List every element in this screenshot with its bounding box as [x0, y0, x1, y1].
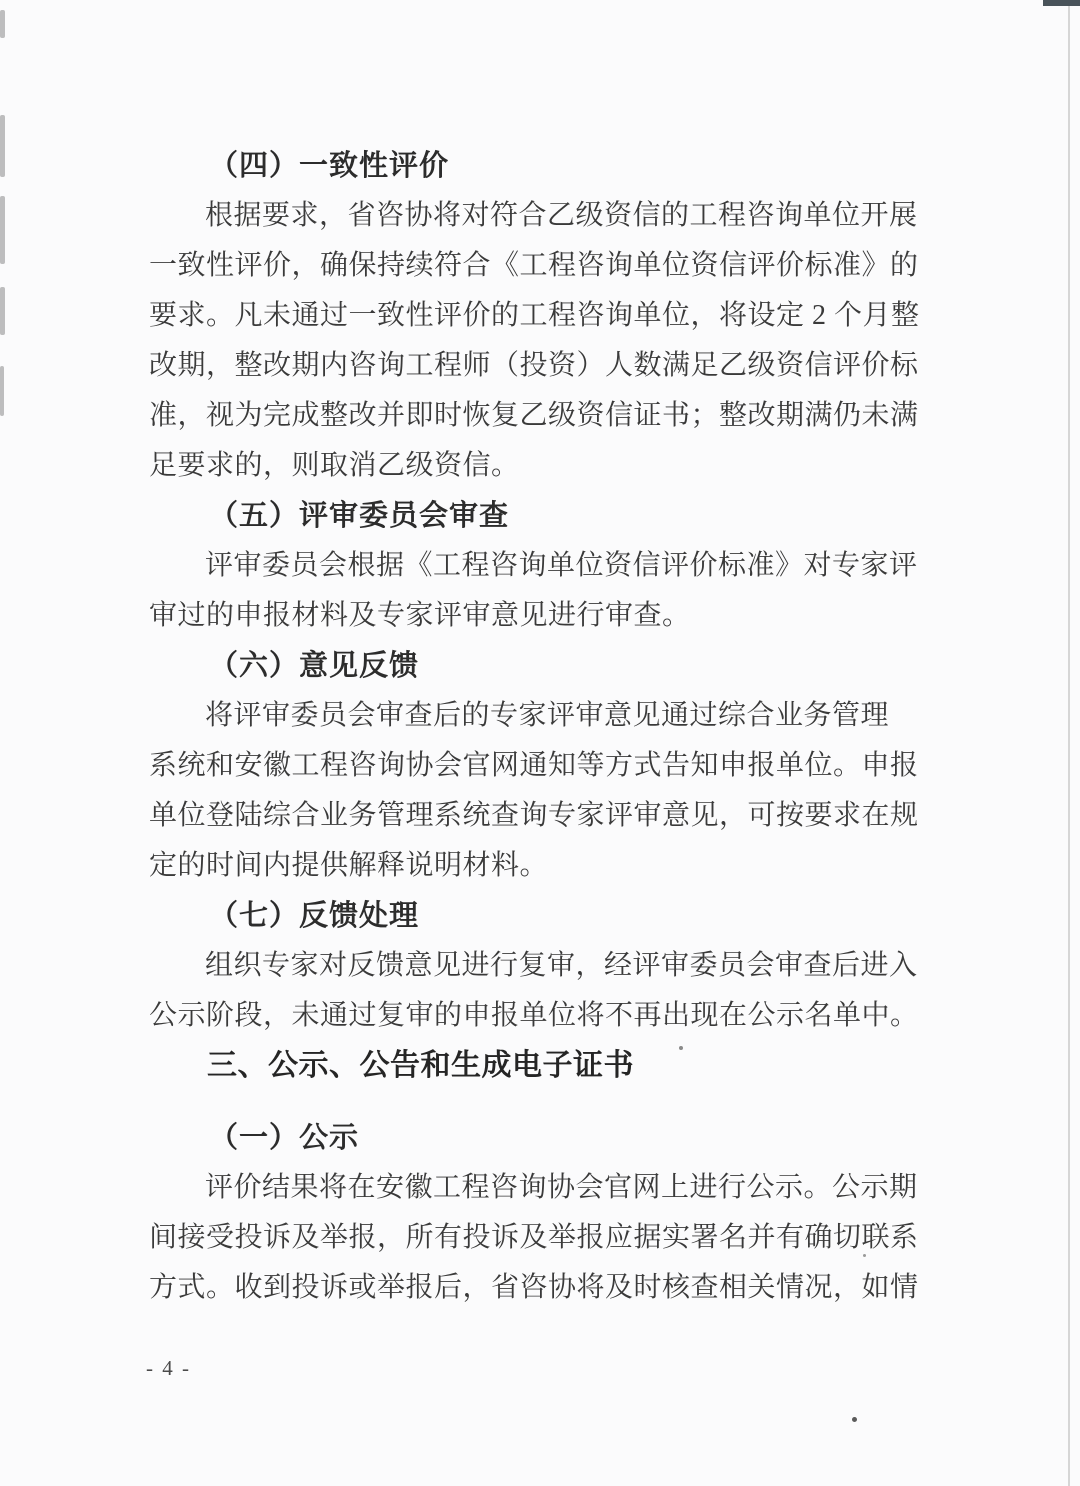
scan-edge-line — [1068, 6, 1070, 1486]
body-text-line: 评审委员会根据《工程咨询单位资信评价标准》对专家评 — [205, 550, 918, 581]
section-heading-6: （六）意见反馈 — [209, 650, 420, 682]
body-text-line: 根据要求，省咨协将对符合乙级资信的工程咨询单位开展 — [205, 200, 918, 231]
section-heading-1: （一）公示 — [209, 1122, 360, 1154]
chapter-heading-3: 三、公示、公告和生成电子证书 — [207, 1049, 634, 1082]
document-body — [149, 141, 920, 1313]
scan-edge-smudge — [0, 366, 4, 416]
scan-speck — [852, 1417, 857, 1422]
body-text-line: 准，视为完成整改并即时恢复乙级资信证书；整改期满仍未满 — [149, 400, 919, 431]
body-text-line: 足要求的，则取消乙级资信。 — [149, 450, 520, 481]
scan-edge-smudge — [0, 196, 5, 264]
body-text-line: 将评审委员会审查后的专家评审意见通过综合业务管理 — [205, 700, 890, 731]
section-heading-5: （五）评审委员会审查 — [209, 500, 510, 532]
section-heading-4: （四）一致性评价 — [209, 150, 450, 182]
body-text-line: 组织专家对反馈意见进行复审，经评审委员会审查后进入 — [205, 950, 918, 981]
body-text-line: 评价结果将在安徽工程咨询协会官网上进行公示。公示期 — [205, 1172, 918, 1203]
scan-edge-smudge — [0, 287, 5, 335]
body-text-line: 间接受投诉及举报，所有投诉及举报应据实署名并有确切联系 — [149, 1222, 919, 1253]
body-text-line: 一致性评价，确保持续符合《工程咨询单位资信评价标准》的 — [149, 250, 919, 281]
body-text-line: 审过的申报材料及专家评审意见进行审查。 — [149, 600, 691, 631]
scan-edge-smudge — [0, 10, 5, 38]
body-text-line: 公示阶段，未通过复审的申报单位将不再出现在公示名单中。 — [149, 1000, 919, 1031]
body-text-line: 要求。凡未通过一致性评价的工程咨询单位，将设定 2 个月整 — [149, 300, 920, 331]
body-text-line: 方式。收到投诉或举报后，省咨协将及时核查相关情况，如情 — [149, 1272, 919, 1303]
body-text-line: 单位登陆综合业务管理系统查询专家评审意见，可按要求在规 — [149, 800, 919, 831]
scan-artifact-top-right-bar — [1043, 0, 1080, 6]
body-text-line: 改期，整改期内咨询工程师（投资）人数满足乙级资信评价标 — [149, 350, 919, 381]
page-number: - 4 - — [146, 1356, 191, 1380]
section-heading-7: （七）反馈处理 — [209, 900, 420, 932]
scan-edge-smudge — [0, 115, 5, 177]
body-text-line: 定的时间内提供解释说明材料。 — [149, 850, 549, 881]
body-text-line: 系统和安徽工程咨询协会官网通知等方式告知申报单位。申报 — [149, 750, 919, 781]
